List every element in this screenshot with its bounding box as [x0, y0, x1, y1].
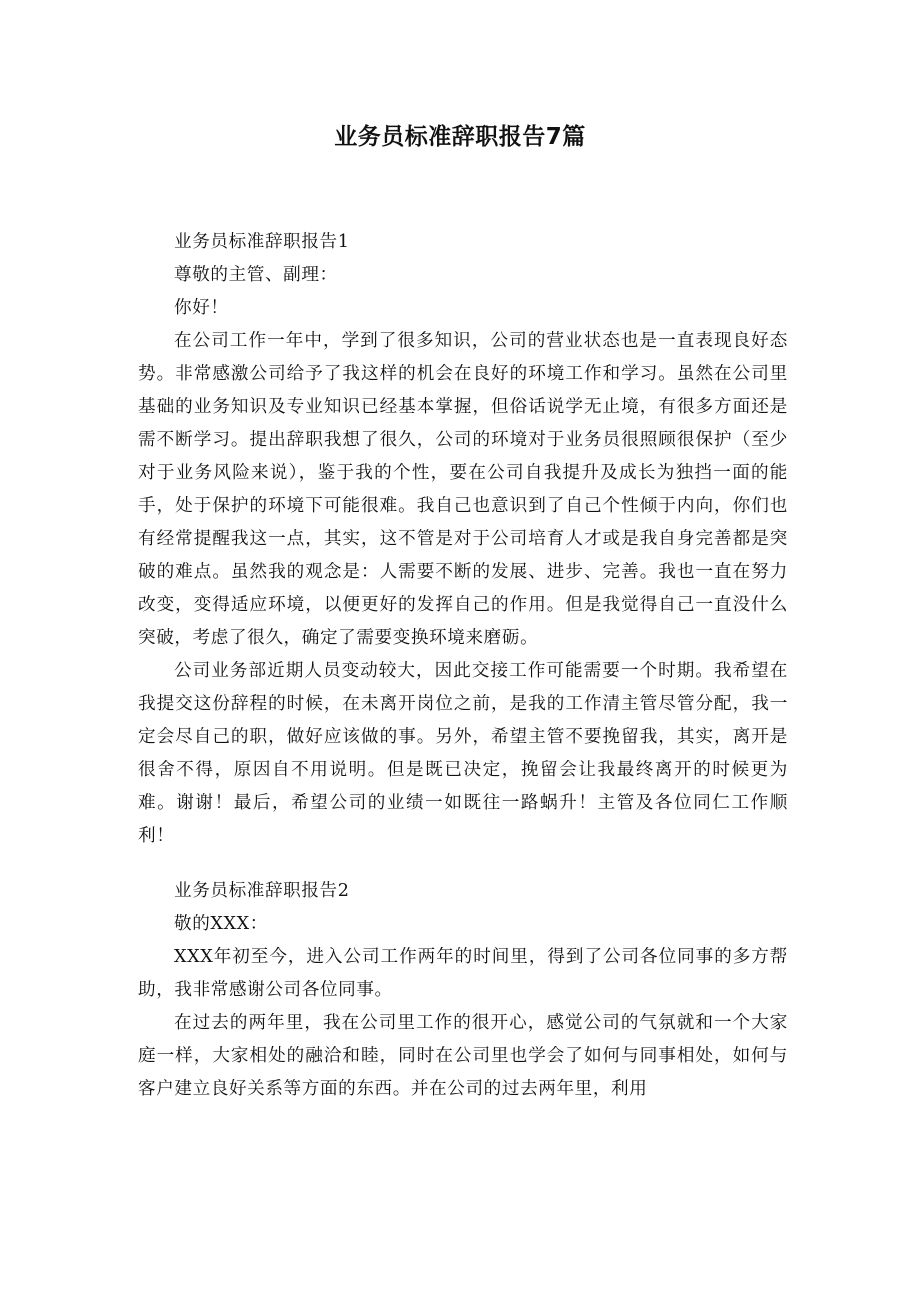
section-1 — [138, 226, 788, 853]
section-gap — [138, 853, 788, 875]
section-heading: 业务员标准辞职报告1 — [174, 232, 350, 252]
salutation: 尊敬的主管、副理： — [174, 265, 338, 285]
document-title: 业务员标准辞职报告7篇 — [334, 124, 586, 150]
section-2 — [138, 875, 788, 1106]
paragraph: XXX年初至今，进入公司工作两年的时间里，得到了公司各位同事的多方帮助，我非常感谢公司各位同事。 — [138, 947, 788, 1000]
greeting: 你好！ — [174, 298, 229, 318]
paragraph: 公司业务部近期人员变动较大，因此交接工作可能需要一个时期。我希望在我提交这份辞程的时候，在未离开岗位之前，是我的工作清主管尽管分配，我一定会尽自己的职，做好应该做的事。另外，希望主管不要挽留我，其实，离开是很舍不得，原因自不用说明。但是既已决定，挽留会让我最终离开的时候更为难。谢谢！最后，希望公司的业绩一如既往一路蜗升！主管及各位同仁工作顺利！ — [138, 661, 788, 846]
paragraph: 在公司工作一年中，学到了很多知识，公司的营业状态也是一直表现良好态势。非常感激公司给予了我这样的机会在良好的环境工作和学习。虽然在公司里基础的业务知识及专业知识已经基本掌握，但俗话说学无止境，有很多方面还是需不断学习。提出辞职我想了很久，公司的环境对于业务员很照顾很保护（至少对于业务风险来说），鉴于我的个性，要在公司自我提升及成长为独挡一面的能手，处于保护的环境下可能很难。我自己也意识到了自己个性倾于内向，你们也有经常提醒我这一点，其实，这不管是对于公司培育人才或是我自身完善都是突破的难点。虽然我的观念是：人需要不断的发展、进步、完善。我也一直在努力改变，变得适应环境，以便更好的发挥自己的作用。但是我觉得自己一直没什么突破，考虑了很久，确定了需要变换环境来磨砺。 — [138, 331, 788, 648]
document-body — [138, 226, 788, 1106]
paragraph: 在过去的两年里，我在公司里工作的很开心，感觉公司的气氛就和一个大家庭一样，大家相处的融洽和睦，同时在公司里也学会了如何与同事相处，如何与客户建立良好关系等方面的东西。并在公司的过去两年里，利用 — [138, 1013, 788, 1099]
salutation: 敬的XXX： — [174, 914, 268, 934]
section-heading: 业务员标准辞职报告2 — [174, 881, 350, 901]
